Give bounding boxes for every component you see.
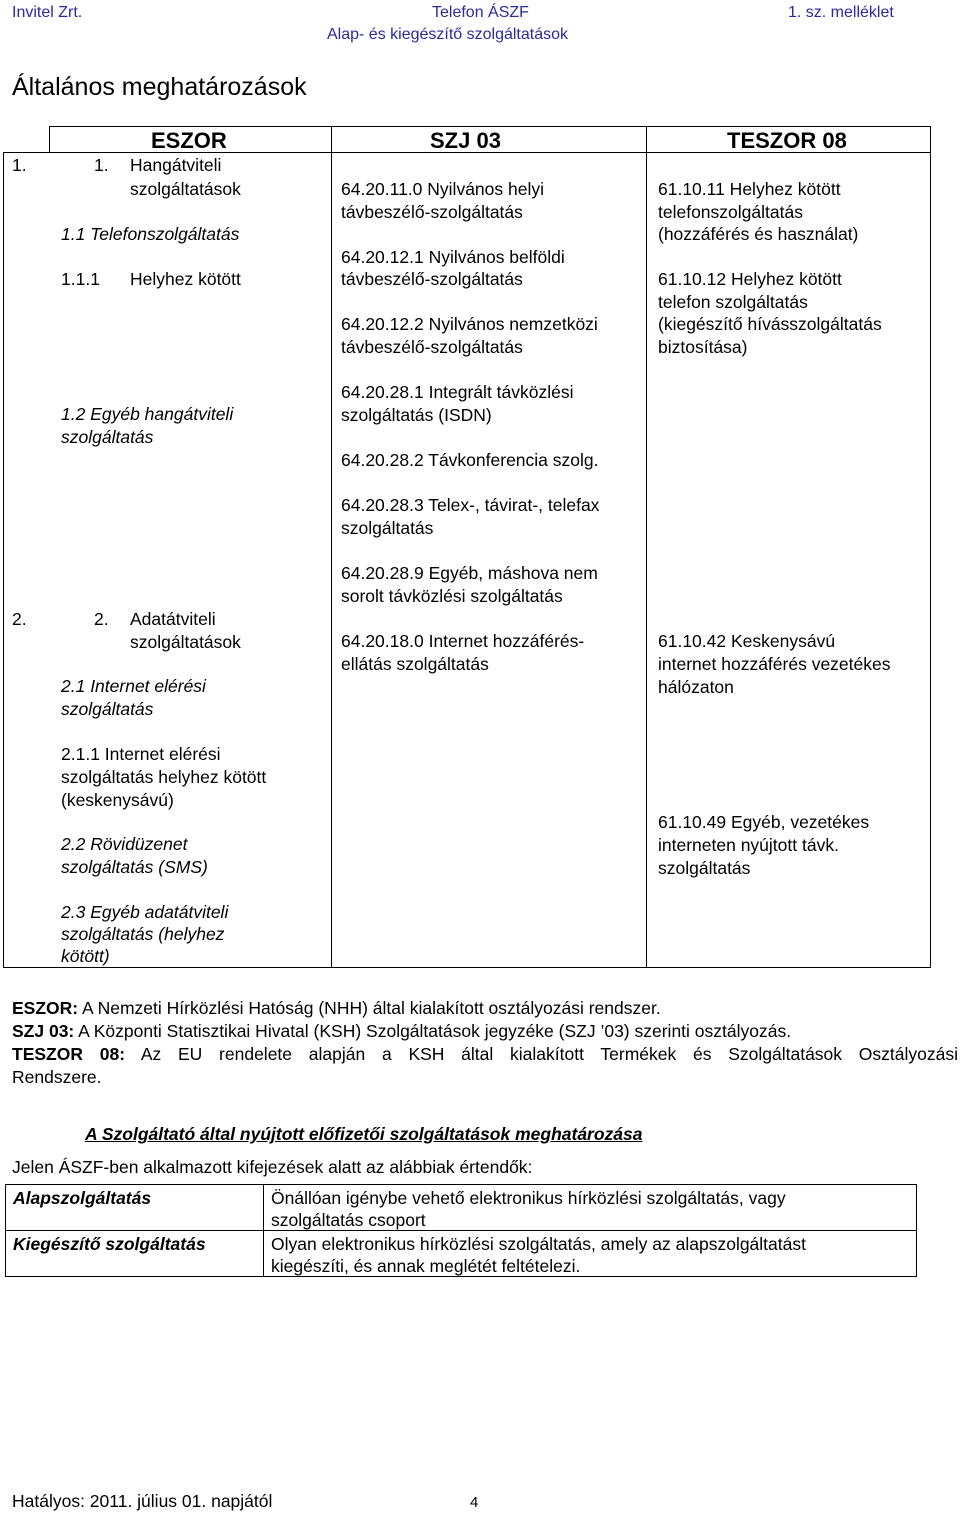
- definition-text: szolgáltatás csoport: [271, 1210, 426, 1230]
- eszor-label: szolgáltatás: [61, 699, 154, 719]
- eszor-label: (keskenysávú): [61, 790, 174, 810]
- eszor-label: szolgáltatás (SMS): [61, 857, 208, 877]
- definition-term: Alapszolgáltatás: [13, 1188, 152, 1208]
- szj-entry: távbeszélő-szolgáltatás: [341, 202, 523, 222]
- teszor-entry: 61.10.11 Helyhez kötött: [658, 179, 841, 199]
- note-text: A Nemzeti Hírközlési Hatóság (NHH) által kialakított osztályozási rendszer.: [78, 998, 661, 1018]
- szj-entry: 64.20.28.3 Telex-, távirat-, telefax: [341, 495, 600, 515]
- eszor-label: 2.3 Egyéb adatátviteli: [61, 902, 229, 922]
- teszor-entry: interneten nyújtott távk.: [658, 835, 839, 855]
- definition-text: Önállóan igénybe vehető elektronikus hírközlési szolgáltatás, vagy: [271, 1188, 786, 1208]
- eszor-label: 2.2 Rövidüzenet: [61, 834, 188, 854]
- teszor-entry: telefon szolgáltatás: [658, 292, 808, 312]
- szj-entry: szolgáltatás: [341, 518, 434, 538]
- szj-entry: távbeszélő-szolgáltatás: [341, 269, 523, 289]
- teszor-entry: szolgáltatás: [658, 858, 751, 878]
- note-teszor-cont: Rendszere.: [12, 1067, 102, 1087]
- szj-entry: 64.20.12.2 Nyilvános nemzetközi: [341, 314, 598, 334]
- szj-entry: 64.20.11.0 Nyilvános helyi: [341, 179, 544, 199]
- header-doc-subtitle: Alap- és kiegészítő szolgáltatások: [327, 26, 569, 43]
- note-term: SZJ 03:: [12, 1021, 75, 1041]
- eszor-number: 1.: [94, 155, 109, 175]
- eszor-label: 2.1.1 Internet elérési: [61, 744, 221, 764]
- szj-entry: 64.20.28.2 Távkonferencia szolg.: [341, 450, 599, 470]
- column-header-eszor: ESZOR: [151, 128, 227, 153]
- subscriber-intro: Jelen ÁSZF-ben alkalmazott kifejezések alatt az alábbiak értendők:: [12, 1157, 533, 1177]
- szj-entry: távbeszélő-szolgáltatás: [341, 337, 523, 357]
- teszor-entry: (kiegészítő hívásszolgáltatás: [658, 314, 882, 334]
- eszor-label: kötött): [61, 946, 110, 966]
- eszor-number: 2.: [12, 609, 27, 629]
- eszor-label: szolgáltatások: [130, 179, 241, 199]
- szj-entry: ellátás szolgáltatás: [341, 654, 489, 674]
- definition-term: Kiegészítő szolgáltatás: [13, 1234, 206, 1254]
- teszor-entry: (hozzáférés és használat): [658, 224, 859, 244]
- eszor-label: Hangátviteli: [130, 155, 222, 175]
- eszor-number: 1.: [12, 155, 27, 175]
- eszor-label: szolgáltatás: [61, 427, 154, 447]
- header-annex: 1. sz. melléklet: [788, 4, 894, 21]
- eszor-label: Adatátviteli: [130, 609, 216, 629]
- szj-entry: 64.20.18.0 Internet hozzáférés-: [341, 631, 585, 651]
- eszor-label: Helyhez kötött: [130, 269, 241, 289]
- eszor-label: szolgáltatások: [130, 632, 241, 652]
- note-eszor: [12, 997, 661, 1020]
- subscriber-heading: A Szolgáltató által nyújtott előfizetői szolgáltatások meghatározása: [85, 1124, 643, 1144]
- teszor-entry: internet hozzáférés vezetékes: [658, 654, 891, 674]
- section-title: Általános meghatározások: [12, 73, 307, 101]
- eszor-label: szolgáltatás helyhez kötött: [61, 767, 267, 787]
- teszor-entry: telefonszolgáltatás: [658, 202, 803, 222]
- note-szj: [12, 1020, 791, 1043]
- teszor-entry: biztosítása): [658, 337, 748, 357]
- szj-entry: 64.20.28.9 Egyéb, máshova nem: [341, 563, 598, 583]
- note-term: ESZOR:: [12, 998, 79, 1018]
- szj-entry: szolgáltatás (ISDN): [341, 405, 492, 425]
- eszor-label: 1.1 Telefonszolgáltatás: [61, 224, 240, 244]
- note-text: Az EU rendelete alapján a KSH által kialakított Termékek és Szolgáltatások Osztályozási: [125, 1044, 958, 1064]
- eszor-label: 1.2 Egyéb hangátviteli: [61, 404, 234, 424]
- teszor-entry: hálózaton: [658, 677, 734, 697]
- eszor-number: 2.: [94, 609, 109, 629]
- note-term: TESZOR 08:: [12, 1044, 126, 1064]
- column-header-teszor: TESZOR 08: [727, 128, 847, 153]
- szj-entry: 64.20.12.1 Nyilvános belföldi: [341, 247, 565, 267]
- teszor-entry: 61.10.49 Egyéb, vezetékes: [658, 812, 870, 832]
- page-number: 4: [470, 1494, 479, 1511]
- teszor-entry: 61.10.12 Helyhez kötött: [658, 269, 842, 289]
- header-company: Invitel Zrt.: [12, 4, 83, 21]
- column-header-szj: SZJ 03: [430, 128, 501, 153]
- eszor-label: szolgáltatás (helyhez: [61, 924, 225, 944]
- header-doc-title: Telefon ÁSZF: [432, 4, 529, 21]
- note-teszor: [12, 1043, 958, 1066]
- szj-entry: 64.20.28.1 Integrált távközlési: [341, 382, 574, 402]
- definition-text: Olyan elektronikus hírközlési szolgáltatás, amely az alapszolgáltatást: [271, 1234, 806, 1254]
- eszor-number: 1.1.1: [61, 269, 100, 289]
- szj-entry: sorolt távközlési szolgáltatás: [341, 586, 563, 606]
- teszor-entry: 61.10.42 Keskenysávú: [658, 631, 836, 651]
- eszor-label: 2.1 Internet elérési: [61, 676, 206, 696]
- definition-text: kiegészíti, és annak meglétét feltételezi.: [271, 1256, 581, 1276]
- footer-effective-date: Hatályos: 2011. július 01. napjától: [12, 1491, 273, 1511]
- note-text: A Központi Statisztikai Hivatal (KSH) Szolgáltatások jegyzéke (SZJ ’03) szerinti osztályozás.: [74, 1021, 792, 1041]
